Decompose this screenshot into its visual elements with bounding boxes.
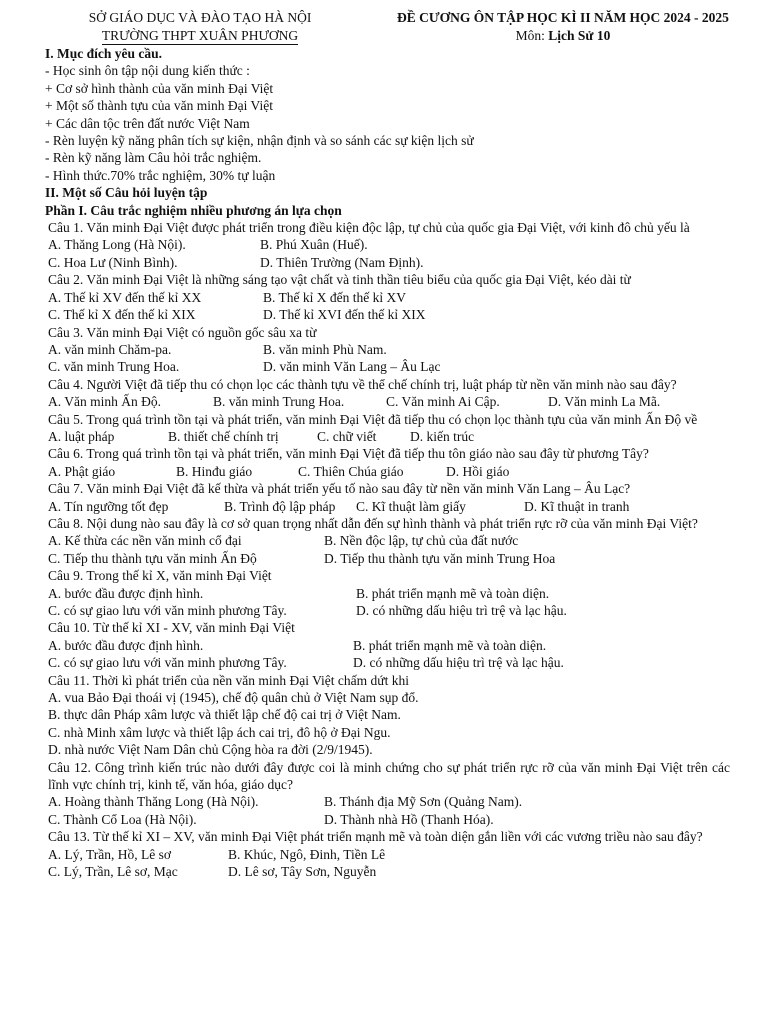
question-text: Câu 5. Trong quá trình tồn tại và phát triển, văn minh Đại Việt đã tiếp thu có chọn lọc thành tựu của văn minh Ấn Độ về bbox=[48, 411, 698, 427]
answer-option[interactable]: D. kiến trúc bbox=[410, 428, 475, 444]
answer-option[interactable]: A. Kế thừa các nền văn minh cổ đại bbox=[48, 533, 242, 549]
answer-option[interactable]: D. Thiên Trường (Nam Định). bbox=[260, 254, 424, 270]
question-text: Câu 12. Công trình kiến trúc nào dưới đây được coi là minh chứng cho sự phát triển rực rỡ của văn minh Đại Việt trên các lĩnh vực chính trị, kinh tế, văn hóa, giáo dục? bbox=[48, 759, 730, 793]
question-text: Câu 9. Trong thế kỉ X, văn minh Đại Việt bbox=[48, 568, 272, 584]
subject-label: Môn: bbox=[515, 28, 549, 43]
answer-option[interactable]: B. Thánh địa Mỹ Sơn (Quảng Nam). bbox=[324, 794, 523, 810]
answer-option[interactable]: B. Phú Xuân (Huế). bbox=[260, 237, 368, 253]
objective-line: + Một số thành tựu của văn minh Đại Việt bbox=[45, 98, 273, 114]
answer-option[interactable]: C. Thiên Chúa giáo bbox=[298, 463, 404, 479]
question-12 bbox=[45, 759, 730, 829]
answer-option[interactable]: C. Hoa Lư (Ninh Bình). bbox=[48, 254, 178, 270]
answer-option[interactable]: C. có sự giao lưu với văn minh phương Tây. bbox=[48, 603, 287, 618]
answer-option[interactable]: C. chữ viết bbox=[317, 428, 377, 444]
answer-option[interactable]: B. Trình độ lập pháp bbox=[224, 498, 336, 514]
answer-option[interactable]: C. nhà Minh xâm lược và thiết lập ách cai trị, đô hộ ở Đại Ngu. bbox=[48, 724, 391, 740]
question-13 bbox=[45, 828, 725, 880]
question-text: Câu 10. Từ thế kỉ XI - XV, văn minh Đại Việt bbox=[48, 620, 295, 636]
answer-option[interactable]: A. văn minh Chăm-pa. bbox=[48, 341, 172, 357]
option-row bbox=[45, 236, 725, 253]
question-11 bbox=[45, 672, 725, 759]
answer-option[interactable]: A. Tín ngưỡng tốt đẹp bbox=[48, 498, 169, 514]
answer-option[interactable]: D. Thành nhà Hồ (Thanh Hóa). bbox=[324, 811, 494, 827]
answer-option[interactable]: A. Văn minh Ấn Độ. bbox=[48, 394, 161, 410]
option-row bbox=[45, 550, 725, 567]
objective-line: + Các dân tộc trên đất nước Việt Nam bbox=[45, 115, 250, 131]
objective-line: - Học sinh ôn tập nội dung kiến thức : bbox=[45, 63, 250, 79]
subject-line bbox=[363, 27, 763, 44]
question-list bbox=[45, 219, 730, 880]
option-row bbox=[45, 428, 725, 445]
answer-option[interactable]: D. Văn minh La Mã. bbox=[548, 394, 661, 410]
option-row bbox=[45, 306, 725, 323]
answer-option[interactable]: C. Thế kỉ X đến thế kỉ XIX bbox=[48, 307, 196, 323]
option-row bbox=[45, 706, 725, 723]
answer-option[interactable]: A. Lý, Trần, Hồ, Lê sơ bbox=[48, 846, 172, 862]
question-text: Câu 7. Văn minh Đại Việt đã kế thừa và phát triển yếu tố nào sau đây từ nền văn minh Văn Lang – Âu Lạc? bbox=[48, 481, 631, 497]
answer-option[interactable]: D. có những dấu hiệu trì trệ và lạc hậu. bbox=[356, 603, 567, 618]
question-text: Câu 6. Trong quá trình tồn tại và phát triển, văn minh Đại Việt đã tiếp thu tôn giáo nào sau đây từ phương Tây? bbox=[48, 446, 649, 462]
answer-option[interactable]: A. Phật giáo bbox=[48, 463, 116, 479]
answer-option[interactable]: A. Thăng Long (Hà Nội). bbox=[48, 237, 186, 253]
option-row bbox=[45, 532, 725, 549]
title-block bbox=[363, 8, 763, 45]
option-row bbox=[45, 463, 725, 480]
question-10 bbox=[45, 619, 725, 671]
section-1-content bbox=[45, 62, 725, 184]
answer-option[interactable]: A. vua Bảo Đại thoái vị (1945), chế độ quân chủ ở Việt Nam sụp đổ. bbox=[48, 690, 419, 706]
answer-option[interactable]: D. văn minh Văn Lang – Âu Lạc bbox=[263, 359, 441, 375]
answer-option[interactable]: C. Thành Cổ Loa (Hà Nội). bbox=[48, 811, 197, 827]
answer-option[interactable]: C. Văn minh Ai Cập. bbox=[386, 394, 500, 410]
question-4 bbox=[45, 376, 725, 411]
objective-line: - Rèn luyện kỹ năng phân tích sự kiện, nhận định và so sánh các sự kiện lịch sử bbox=[45, 133, 474, 149]
question-text: Câu 2. Văn minh Đại Việt là những sáng tạo vật chất và tinh thần tiêu biểu của quốc gia Đại Việt, kéo dài từ bbox=[48, 272, 631, 288]
section-2-title: II. Một số Câu hỏi luyện tập bbox=[45, 185, 208, 201]
answer-option[interactable]: D. Hồi giáo bbox=[446, 463, 510, 479]
answer-option[interactable]: C. có sự giao lưu với văn minh phương Tây. bbox=[48, 655, 287, 671]
question-6 bbox=[45, 445, 725, 480]
option-row bbox=[45, 689, 725, 706]
objective-line: - Hình thức.70% trắc nghiệm, 30% tự luận bbox=[45, 167, 276, 183]
question-text: Câu 13. Từ thế kỉ XI – XV, văn minh Đại Việt phát triển mạnh mẽ và toàn diện gắn liền với các vương triều nào sau đây? bbox=[48, 829, 703, 845]
answer-option[interactable]: A. luật pháp bbox=[48, 428, 115, 444]
school-name: TRƯỜNG THPT XUÂN PHƯƠNG bbox=[101, 28, 299, 43]
answer-option[interactable]: D. Tiếp thu thành tựu văn minh Trung Hoa bbox=[324, 550, 556, 566]
document-header bbox=[45, 8, 729, 45]
question-text: Câu 8. Nội dung nào sau đây là cơ sở quan trọng nhất dẫn đến sự hình thành và phát triển rực rỡ của văn minh Đại Việt? bbox=[48, 515, 698, 531]
answer-option[interactable]: A. Hoàng thành Thăng Long (Hà Nội). bbox=[48, 794, 259, 810]
question-2 bbox=[45, 271, 725, 323]
answer-option[interactable]: B. văn minh Trung Hoa. bbox=[213, 394, 345, 410]
answer-option[interactable]: B. Khúc, Ngô, Đinh, Tiền Lê bbox=[228, 846, 386, 862]
question-5 bbox=[45, 411, 725, 446]
department-name: SỞ GIÁO DỤC VÀ ĐÀO TẠO HÀ NỘI bbox=[88, 10, 312, 25]
option-row bbox=[45, 289, 725, 306]
option-row bbox=[45, 602, 725, 619]
answer-option[interactable]: C. Kĩ thuật làm giấy bbox=[356, 498, 466, 514]
objective-line: + Cơ sở hình thành của văn minh Đại Việt bbox=[45, 80, 274, 96]
option-row bbox=[45, 863, 725, 880]
answer-option[interactable]: D. Lê sơ, Tây Sơn, Nguyễn bbox=[228, 864, 377, 880]
question-7 bbox=[45, 480, 725, 515]
option-row bbox=[45, 254, 725, 271]
exam-title: ĐỀ CƯƠNG ÔN TẬP HỌC KÌ II NĂM HỌC 2024 - 2025 bbox=[397, 10, 729, 25]
option-row bbox=[45, 724, 725, 741]
section-1-title: I. Mục đích yêu cầu. bbox=[45, 46, 163, 61]
answer-option[interactable]: B. thực dân Pháp xâm lược và thiết lập chế độ cai trị ở Việt Nam. bbox=[48, 707, 401, 723]
exam-outline-page bbox=[45, 8, 730, 881]
answer-option[interactable]: A. bước đầu được định hình. bbox=[48, 585, 204, 601]
answer-option[interactable]: B. Thế kỉ X đến thế kỉ XV bbox=[263, 289, 406, 305]
answer-option[interactable]: B. Nền độc lập, tự chủ của đất nước bbox=[324, 533, 519, 549]
answer-option[interactable]: B. phát triển mạnh mẽ và toàn diện. bbox=[356, 585, 550, 601]
question-text: Câu 11. Thời kì phát triển của nền văn minh Đại Việt chấm dứt khi bbox=[48, 672, 409, 688]
question-8 bbox=[45, 515, 725, 567]
issuer-block bbox=[55, 8, 345, 45]
answer-option[interactable]: D. Thế kỉ XVI đến thế kỉ XIX bbox=[263, 307, 426, 323]
option-row bbox=[45, 393, 725, 410]
answer-option[interactable]: B. phát triển mạnh mẽ và toàn diện. bbox=[353, 637, 547, 653]
answer-option[interactable]: A. Thế kỉ XV đến thế kỉ XX bbox=[48, 289, 202, 305]
question-text: Câu 3. Văn minh Đại Việt có nguồn gốc sâu xa từ bbox=[48, 324, 317, 340]
subject-name: Lịch Sử 10 bbox=[548, 28, 611, 43]
answer-option[interactable]: B. Hinđu giáo bbox=[176, 463, 253, 479]
part-1-title: Phần I. Câu trắc nghiệm nhiều phương án lựa chọn bbox=[45, 202, 342, 218]
option-row bbox=[45, 358, 725, 375]
option-row bbox=[45, 341, 725, 358]
objective-line: - Rèn kỹ năng làm Câu hỏi trắc nghiệm. bbox=[45, 150, 262, 166]
option-row bbox=[45, 811, 725, 828]
option-row bbox=[45, 846, 725, 863]
question-3 bbox=[45, 324, 725, 376]
option-row bbox=[45, 654, 725, 671]
answer-option[interactable]: B. thiết chế chính trị bbox=[168, 428, 279, 444]
question-9 bbox=[45, 567, 725, 619]
option-row bbox=[45, 793, 725, 810]
question-text: Câu 1. Văn minh Đại Việt được phát triển trong điều kiện độc lập, tự chủ của quốc gia Đại Việt, với kinh đô chủ yếu là bbox=[48, 220, 690, 236]
answer-option[interactable]: D. Kĩ thuật in tranh bbox=[524, 498, 630, 514]
answer-option[interactable]: C. Tiếp thu thành tựu văn minh Ấn Độ bbox=[48, 550, 257, 566]
question-text: Câu 4. Người Việt đã tiếp thu có chọn lọc các thành tựu về thể chế chính trị, luật pháp từ nền văn minh nào sau đây? bbox=[48, 376, 677, 392]
option-row bbox=[45, 498, 725, 515]
answer-option[interactable]: C. Lý, Trần, Lê sơ, Mạc bbox=[48, 864, 178, 880]
option-row bbox=[45, 637, 725, 654]
answer-option[interactable]: B. văn minh Phù Nam. bbox=[263, 341, 387, 357]
answer-option[interactable]: D. có những dấu hiệu trì trệ và lạc hậu. bbox=[353, 655, 564, 671]
option-row bbox=[45, 585, 725, 602]
answer-option[interactable]: A. bước đầu được định hình. bbox=[48, 637, 204, 653]
question-1 bbox=[45, 219, 725, 271]
option-row bbox=[45, 741, 725, 758]
answer-option[interactable]: D. nhà nước Việt Nam Dân chủ Cộng hòa ra đời (2/9/1945). bbox=[48, 742, 373, 758]
answer-option[interactable]: C. văn minh Trung Hoa. bbox=[48, 359, 180, 375]
